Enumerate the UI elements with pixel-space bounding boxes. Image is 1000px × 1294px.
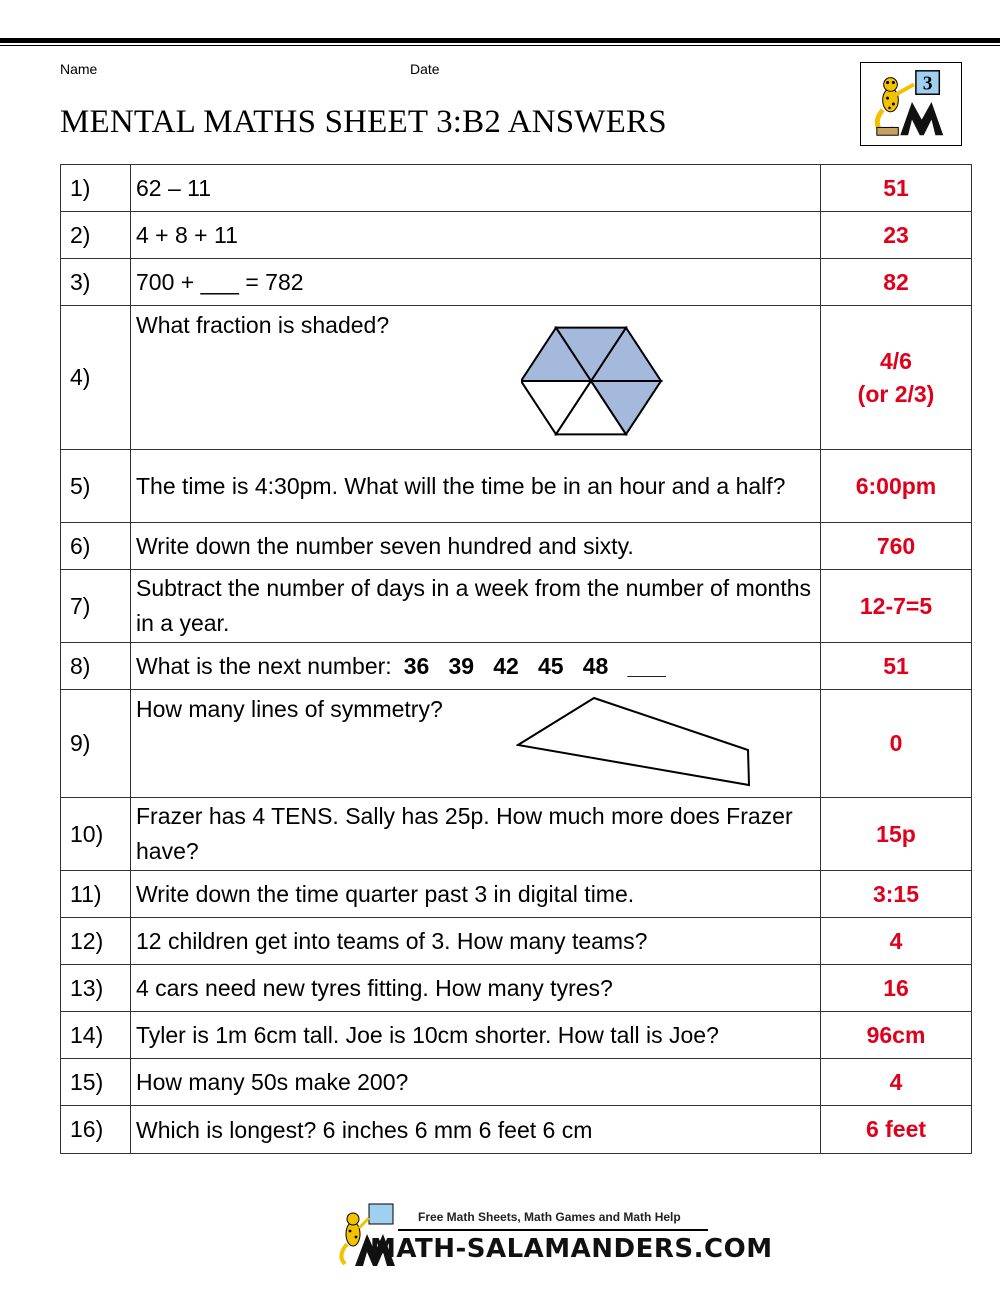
question-number: 2) — [61, 212, 131, 259]
question-row — [61, 570, 972, 643]
question-text-cell: Subtract the number of days in a week from the number of months in a year. — [131, 570, 821, 643]
question-row — [61, 165, 972, 212]
question-text-cell — [131, 306, 821, 450]
answer-cell — [821, 450, 972, 523]
answer-cell — [821, 871, 972, 918]
question-text-cell: Tyler is 1m 6cm tall. Joe is 10cm shorter. How tall is Joe? — [131, 1012, 821, 1059]
question-text-cell: 700 + ___ = 782 — [131, 259, 821, 306]
quadrilateral-diagram — [516, 695, 761, 790]
question-row — [61, 871, 972, 918]
top-rule — [0, 38, 1000, 43]
question-text-cell: Write down the time quarter past 3 in digital time. — [131, 871, 821, 918]
answer-cell — [821, 1106, 972, 1154]
answer-cell — [821, 523, 972, 570]
answer-text: 51 — [883, 652, 909, 679]
answer-text: 4/6 — [880, 347, 912, 374]
question-number: 10) — [61, 798, 131, 871]
question-number: 3) — [61, 259, 131, 306]
logo-badge: 3 — [922, 73, 933, 95]
answer-text: 6:00pm — [855, 472, 937, 499]
name-label: Name — [60, 61, 98, 77]
question-row — [61, 523, 972, 570]
question-row — [61, 690, 972, 798]
question-row — [61, 259, 972, 306]
question-number: 9) — [61, 690, 131, 798]
question-number: 4) — [61, 306, 131, 450]
footer-tagline: Free Math Sheets, Math Games and Math Help — [418, 1210, 681, 1224]
question-text-cell: 62 – 11 — [131, 165, 821, 212]
question-text-cell: 4 cars need new tyres fitting. How many tyres? — [131, 965, 821, 1012]
question-text-cell: Frazer has 4 TENS. Sally has 25p. How much more does Frazer have? — [131, 798, 821, 871]
answer-text: 4 — [889, 1068, 903, 1095]
answer-text: 82 — [883, 268, 909, 295]
question-number: 6) — [61, 523, 131, 570]
answer-cell — [821, 306, 972, 450]
answer-cell — [821, 1012, 972, 1059]
answer-text: 0 — [889, 730, 903, 756]
answer-cell — [821, 965, 972, 1012]
page-title: MENTAL MATHS SHEET 3:B2 ANSWERS — [60, 104, 667, 140]
question-text-cell — [131, 690, 821, 798]
question-text-cell — [131, 643, 821, 690]
answer-cell — [821, 212, 972, 259]
question-row — [61, 918, 972, 965]
answer-text: 96cm — [866, 1021, 926, 1048]
answer-text: 6 feet — [865, 1116, 927, 1142]
date-label: Date — [410, 61, 440, 77]
answer-cell — [821, 570, 972, 643]
quadrilateral-shape — [518, 698, 749, 785]
question-number: 14) — [61, 1012, 131, 1059]
questions-table — [60, 164, 972, 1154]
answer-text: 12-7=5 — [859, 592, 933, 619]
question-number: 5) — [61, 450, 131, 523]
question-row — [61, 212, 972, 259]
question-number: 16) — [61, 1106, 131, 1154]
question-row — [61, 1012, 972, 1059]
number-sequence: 36 39 42 45 48 ___ — [403, 652, 666, 679]
question-number: 1) — [61, 165, 131, 212]
question-row — [61, 798, 972, 871]
answer-cell — [821, 165, 972, 212]
answer-text-alt: (or 2/3) — [857, 380, 935, 407]
question-row — [61, 1106, 972, 1154]
question-text-cell: Which is longest? 6 inches 6 mm 6 feet 6 cm — [131, 1106, 821, 1154]
answer-cell — [821, 643, 972, 690]
question-text-cell: 12 children get into teams of 3. How many teams? — [131, 918, 821, 965]
question-number: 15) — [61, 1059, 131, 1106]
answer-text: 16 — [883, 974, 909, 1001]
question-number: 8) — [61, 643, 131, 690]
question-number: 11) — [61, 871, 131, 918]
question-number: 12) — [61, 918, 131, 965]
question-text-cell: How many 50s make 200? — [131, 1059, 821, 1106]
question-number: 13) — [61, 965, 131, 1012]
question-row — [61, 643, 972, 690]
question-row — [61, 965, 972, 1012]
question-text: How many lines of symmetry? — [136, 695, 443, 722]
question-text-cell: The time is 4:30pm. What will the time be in an hour and a half? — [131, 450, 821, 523]
question-row — [61, 306, 972, 450]
answer-text: 760 — [876, 532, 916, 559]
footer-divider — [398, 1229, 708, 1231]
answer-text: 3:15 — [872, 880, 920, 907]
answer-cell — [821, 798, 972, 871]
question-row — [61, 450, 972, 523]
top-rule-thin — [0, 45, 1000, 46]
question-text: What is the next number: — [136, 652, 392, 679]
question-number: 7) — [61, 570, 131, 643]
footer-site-name: MATH-SALAMANDERS.COM — [370, 1234, 773, 1264]
answer-cell — [821, 1059, 972, 1106]
answer-text: 51 — [883, 174, 909, 201]
question-row — [61, 1059, 972, 1106]
answer-cell — [821, 259, 972, 306]
salamander-logo — [860, 62, 962, 146]
hexagon-diagram — [521, 315, 667, 445]
answer-cell — [821, 918, 972, 965]
question-text-cell: Write down the number seven hundred and sixty. — [131, 523, 821, 570]
answer-text: 4 — [889, 927, 903, 954]
answer-text: 15p — [876, 820, 916, 847]
answer-text: 23 — [883, 221, 909, 248]
answer-cell — [821, 690, 972, 798]
question-text-cell: 4 + 8 + 11 — [131, 212, 821, 259]
question-text: What fraction is shaded? — [136, 311, 390, 338]
